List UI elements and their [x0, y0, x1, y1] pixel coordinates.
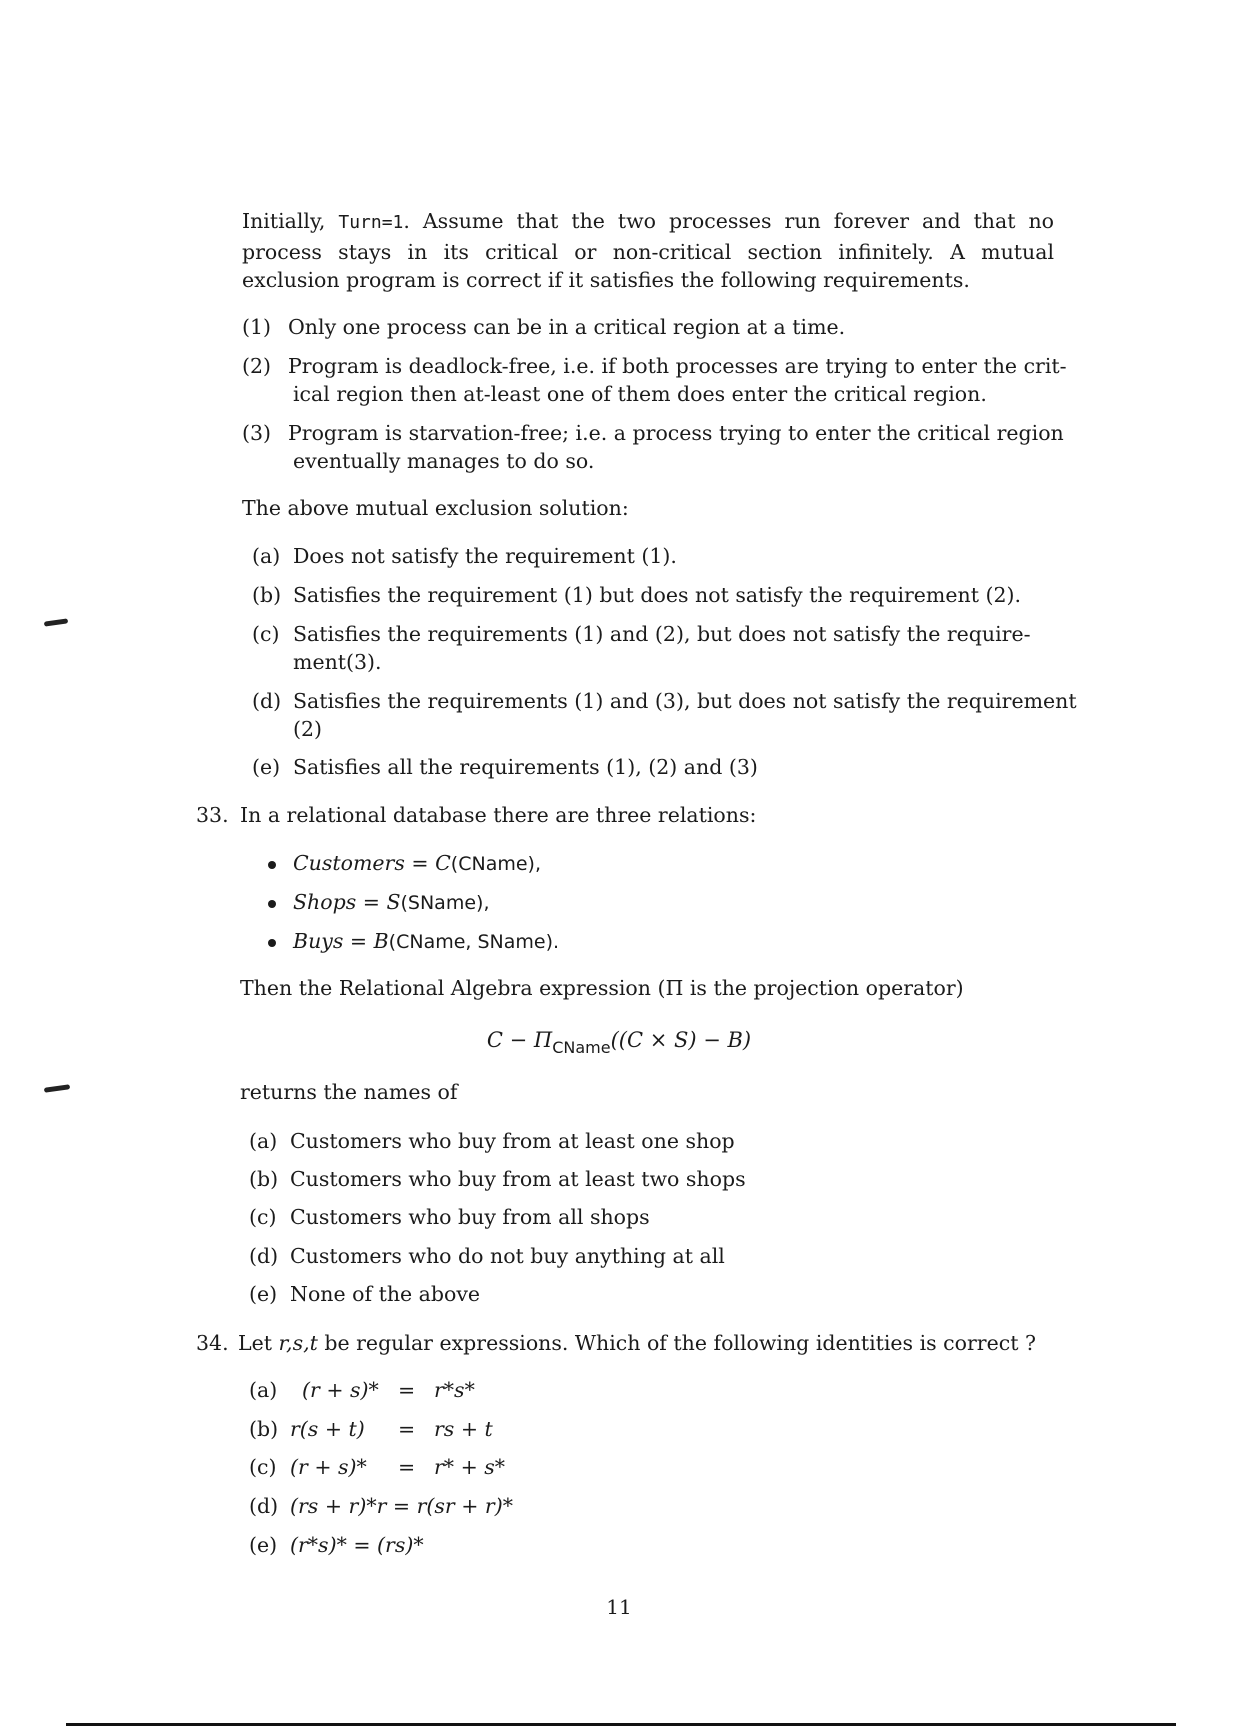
- option-label: (e): [249, 1282, 278, 1306]
- option-text: Does not satisfy the requirement (1).: [293, 544, 677, 568]
- q33-then: Then the Relational Algebra expression (Π is the projection operator): [240, 976, 964, 1000]
- bottom-rule: [66, 1723, 1176, 1726]
- q33-returns: returns the names of: [240, 1080, 458, 1104]
- option-label: (c): [249, 1455, 277, 1479]
- identity-rhs: r* + s*: [434, 1455, 506, 1479]
- option-label: (b): [249, 1167, 279, 1191]
- requirement-text-cont: ical region then at-least one of them does enter the critical region.: [293, 382, 987, 406]
- relation-item: Shops = S(SName),: [293, 890, 490, 914]
- q34-number: 34.: [196, 1331, 229, 1355]
- requirement-label: (2): [242, 354, 272, 378]
- requirement-label: (1): [242, 315, 272, 339]
- option-label: (c): [252, 622, 280, 646]
- bullet-icon: [268, 900, 276, 908]
- identity-equals: =: [398, 1378, 416, 1402]
- q32-lead: The above mutual exclusion solution:: [242, 496, 629, 520]
- requirement-text: Program is deadlock-free, i.e. if both processes are trying to enter the crit-: [288, 354, 1067, 378]
- q34-text: Let r,s,t be regular expressions. Which of the following identities is correct ?: [238, 1331, 1036, 1355]
- option-label: (d): [249, 1494, 279, 1518]
- option-text: Satisfies the requirements (1) and (2), but does not satisfy the require-: [293, 622, 1031, 646]
- option-text-cont: ment(3).: [293, 650, 382, 674]
- requirement-text: Program is starvation-free; i.e. a process trying to enter the critical region: [288, 421, 1064, 445]
- option-label: (a): [252, 544, 281, 568]
- option-label: (e): [252, 755, 281, 779]
- scan-mark-1: [44, 618, 68, 626]
- intro-paragraph: Initially, Turn=1. Assume that the two processes run forever and that no process stays in its critical or non-critical section infinitely. A mutual exclusion program is correct if it satisfies the following requirements.: [242, 209, 1054, 292]
- identity-rhs: r*s*: [434, 1378, 475, 1402]
- bullet-icon: [268, 939, 276, 947]
- identity-full: (r*s)* = (rs)*: [290, 1533, 424, 1557]
- option-text: None of the above: [290, 1282, 481, 1306]
- identity-lhs: (r + s)*: [302, 1378, 379, 1402]
- relation-item: Buys = B(CName, SName).: [293, 929, 560, 953]
- option-label: (d): [252, 689, 282, 713]
- identity-equals: =: [398, 1455, 416, 1479]
- option-label: (b): [249, 1417, 279, 1441]
- identity-lhs: (r + s)*: [290, 1455, 367, 1479]
- identity-lhs: r(s + t): [290, 1417, 365, 1441]
- relational-expression: $C - \Pi_{CName}((C \times S) - B)$: [486, 1028, 752, 1057]
- option-text: Customers who buy from all shops: [290, 1205, 650, 1229]
- identity-equals: =: [398, 1417, 416, 1441]
- option-text: Satisfies all the requirements (1), (2) and (3): [293, 755, 758, 779]
- page-number: 11: [606, 1595, 632, 1619]
- option-label: (b): [252, 583, 282, 607]
- requirement-text: Only one process can be in a critical region at a time.: [288, 315, 846, 339]
- q33-number: 33.: [196, 803, 229, 827]
- option-label: (c): [249, 1205, 277, 1229]
- bullet-icon: [268, 861, 276, 869]
- option-text: Satisfies the requirements (1) and (3), but does not satisfy the requirement: [293, 689, 1077, 713]
- requirement-label: (3): [242, 421, 272, 445]
- q33-text: In a relational database there are three relations:: [240, 803, 757, 827]
- identity-full: (rs + r)*r = r(sr + r)*: [290, 1494, 513, 1518]
- identity-rhs: rs + t: [434, 1417, 493, 1441]
- option-text: Customers who buy from at least one shop: [290, 1129, 735, 1153]
- option-label: (a): [249, 1129, 278, 1153]
- relation-item: Customers = C(CName),: [293, 851, 541, 875]
- option-label: (e): [249, 1533, 278, 1557]
- option-label: (d): [249, 1244, 279, 1268]
- option-text: Customers who do not buy anything at all: [290, 1244, 725, 1268]
- option-text: Satisfies the requirement (1) but does not satisfy the requirement (2).: [293, 583, 1022, 607]
- requirement-text-cont: eventually manages to do so.: [293, 449, 595, 473]
- option-text: Customers who buy from at least two shops: [290, 1167, 746, 1191]
- option-label: (a): [249, 1378, 278, 1402]
- option-text-cont: (2): [293, 717, 323, 741]
- scan-mark-2: [44, 1084, 70, 1093]
